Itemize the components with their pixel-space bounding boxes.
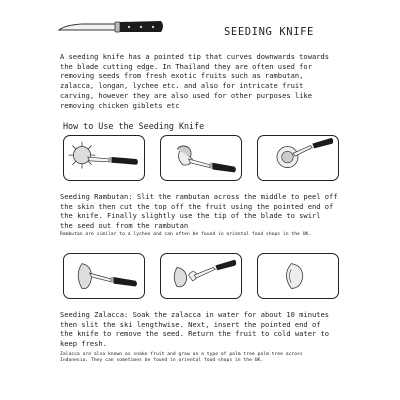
rambutan-note: Rambutan are similar to a lychee and can often be found in oriental food shops in the UK. <box>60 232 312 237</box>
section-heading: How to Use the Seeding Knife <box>63 121 205 131</box>
page-title: SEEDING KNIFE <box>224 26 314 38</box>
rambutan-peel-illustration <box>160 135 242 181</box>
zalacca-clean-illustration <box>257 253 339 299</box>
zalacca-slit-illustration <box>63 253 145 299</box>
rambutan-instructions: Seeding Rambutan: Slit the rambutan across the middle to peel off the skin then cut the top off the fruit using the pointed end of the knife. Finally slightly use the tip of the blade to swirl the seed out from the rambutan <box>60 192 338 230</box>
intro-paragraph: A seeding knife has a pointed tip that curves downwards towards the blade cutting edge. In Thailand they are often used for removing seeds from fresh exotic fruits such as rambutan, zalacca, longan, lychee etc. and also for intricate fruit carving, however they are also used for other purposes like removing chicken giblets etc <box>60 52 330 110</box>
knife-icon <box>57 10 167 38</box>
zalacca-seed-illustration <box>160 253 242 299</box>
zalacca-note: Zalacca are also known as snake fruit and grow on a type of palm tree palm tree across Indonesia. They can sometimes be found in oriental food shops in the UK. <box>60 352 303 364</box>
zalacca-instructions: Seeding Zalacca: Soak the zalacca in water for about 10 minutes then slit the ski lengthwise. Next, insert the pointed end of the knife to remove the seed. Return the fruit to cold water to keep fresh. <box>60 310 330 348</box>
rambutan-whole-illustration <box>63 135 145 181</box>
rambutan-seed-illustration <box>257 135 339 181</box>
